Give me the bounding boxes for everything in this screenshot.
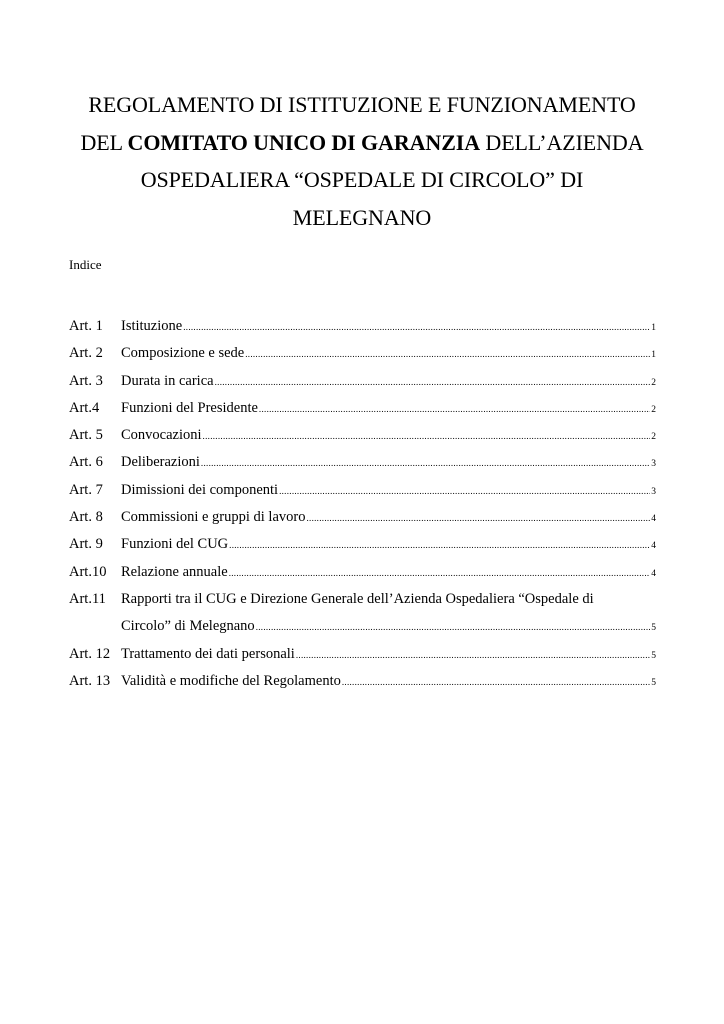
toc-page-number: 2: [651, 377, 656, 388]
toc-page-number: 5: [651, 623, 656, 634]
toc-entry-label: Composizione e sede: [121, 345, 245, 362]
table-of-contents: [69, 316, 656, 698]
toc-entry-label: Circolo” di Melegnano: [121, 618, 255, 635]
toc-page-number: 5: [651, 650, 656, 661]
toc-entry-line: [121, 454, 656, 471]
toc-page-number: 5: [651, 677, 656, 688]
toc-entry-line: [121, 646, 656, 663]
toc-entry-art-4[interactable]: [69, 398, 656, 425]
toc-article-number: Art. 8: [69, 509, 103, 526]
toc-entry-line: [121, 673, 656, 690]
toc-leader-dots: [306, 513, 650, 523]
toc-entry-line: [121, 318, 656, 335]
toc-page-number: 4: [651, 541, 656, 552]
toc-article-number: Art.10: [69, 563, 107, 580]
toc-entry-art-7[interactable]: [69, 480, 656, 507]
title-committee-name: COMITATO UNICO DI GARANZIA: [127, 129, 481, 155]
document-title: [60, 86, 664, 236]
toc-article-number: Art. 2: [69, 345, 103, 362]
title-line-3: OSPEDALIERA “OSPEDALE DI CIRCOLO” DI: [140, 167, 584, 192]
toc-article-number: Art. 9: [69, 536, 103, 553]
toc-page-number: 2: [651, 432, 656, 443]
toc-leader-dots: [203, 431, 651, 441]
title-line-2: [60, 124, 664, 162]
title-line-2-post: DELL’AZIENDA: [480, 129, 644, 155]
toc-page-number: 3: [651, 459, 656, 470]
toc-entry-art-6[interactable]: [69, 452, 656, 479]
toc-entry-art-12[interactable]: [69, 644, 656, 671]
toc-leader-dots: [229, 540, 650, 550]
toc-page-number: 3: [651, 486, 656, 497]
index-heading: Indice: [69, 257, 102, 272]
toc-entry-label: Commissioni e gruppi di lavoro: [121, 509, 306, 526]
toc-entry-label: Funzioni del Presidente: [121, 399, 258, 416]
toc-entry-label: Convocazioni: [121, 427, 202, 444]
toc-entry-label: Validità e modifiche del Regolamento: [121, 672, 341, 689]
toc-leader-dots: [229, 568, 651, 578]
toc-entry-line: [121, 427, 656, 444]
toc-leader-dots: [342, 677, 650, 687]
toc-entry-label: Deliberazioni: [121, 454, 200, 471]
toc-leader-dots: [215, 377, 651, 387]
toc-entry-art-3[interactable]: [69, 371, 656, 398]
toc-article-number: Art. 6: [69, 454, 103, 471]
toc-entry-label: Durata in carica: [121, 372, 214, 389]
toc-entry-art-13[interactable]: [69, 671, 656, 698]
toc-leader-dots: [256, 622, 651, 632]
toc-entry-line: [121, 373, 656, 390]
toc-leader-dots: [245, 349, 650, 359]
toc-entry-label: Funzioni del CUG: [121, 536, 229, 553]
toc-leader-dots: [183, 322, 650, 332]
toc-page-number: 4: [651, 514, 656, 525]
toc-article-number: Art. 1: [69, 318, 103, 334]
toc-entry-label: Relazione annuale: [121, 563, 228, 580]
toc-article-number: Art. 5: [69, 427, 103, 444]
toc-entry-art-9[interactable]: [69, 534, 656, 561]
toc-page-number: 4: [651, 568, 656, 579]
toc-entry-label: Trattamento dei dati personali: [121, 645, 295, 662]
toc-entry-line: [121, 564, 656, 581]
toc-entry-line: [121, 482, 656, 499]
toc-leader-dots: [279, 486, 650, 496]
toc-entry-art-5[interactable]: [69, 425, 656, 452]
toc-page-number: 2: [651, 404, 656, 415]
title-line-1: REGOLAMENTO DI ISTITUZIONE E FUNZIONAMENTO: [88, 92, 636, 117]
toc-leader-dots: [259, 404, 650, 414]
toc-entry-line: [121, 536, 656, 553]
toc-entry-line: [121, 345, 656, 362]
toc-entry-art-11[interactable]: [69, 589, 656, 644]
toc-leader-dots: [201, 458, 650, 468]
toc-entry-art-10[interactable]: [69, 562, 656, 589]
toc-entry-art-1[interactable]: [69, 316, 656, 343]
toc-page-number: 1: [651, 350, 656, 361]
toc-article-number: Art.4: [69, 399, 100, 416]
title-line-2-pre: DEL: [80, 129, 128, 155]
toc-article-number: Art. 13: [69, 672, 111, 689]
toc-article-number: Art. 7: [69, 481, 103, 498]
toc-article-number: Art. 3: [69, 372, 103, 389]
toc-entry-line: [121, 509, 656, 526]
toc-article-number: Art. 12: [69, 645, 111, 662]
toc-article-number: Art.11: [69, 590, 106, 607]
toc-entry-label-line-1: Rapporti tra il CUG e Direzione Generale dell’Azienda Ospedaliera “Ospedale di: [121, 590, 594, 607]
toc-page-number: 1: [651, 323, 656, 333]
toc-entry-label: Istituzione: [121, 318, 183, 334]
toc-leader-dots: [296, 650, 650, 660]
toc-entry-line: [121, 618, 656, 635]
toc-entry-line: [121, 400, 656, 417]
toc-entry-art-2[interactable]: [69, 343, 656, 370]
toc-entry-art-8[interactable]: [69, 507, 656, 534]
toc-entry-label: Dimissioni dei componenti: [121, 481, 279, 498]
title-line-4: MELEGNANO: [292, 204, 432, 230]
